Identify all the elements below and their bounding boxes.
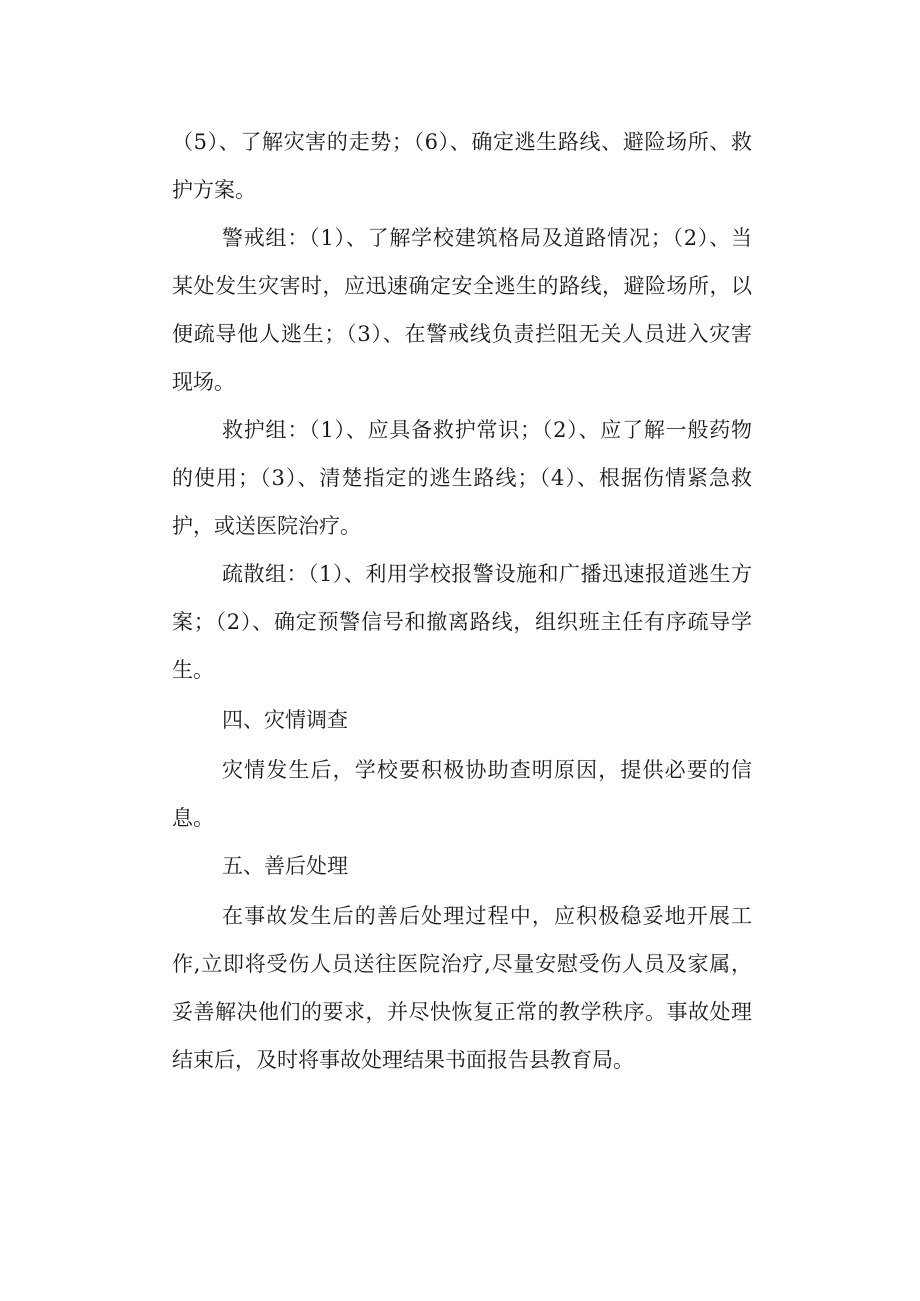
paragraph-shusan-group: 疏散组：（1）、利用学校报警设施和广播迅速报道逃生方案；（2）、确定预警信号和撤离路线，组织班主任有序疏导学生。 — [172, 562, 752, 682]
paragraph-section-four: 灾情发生后，学校要积极协助查明原因，提供必要的信息。 — [172, 758, 752, 830]
section-heading-four: 四、灾情调查 — [222, 708, 348, 732]
paragraph-continued: （5）、了解灾害的走势；（6）、确定逃生路线、避险场所、救护方案。 — [172, 130, 752, 202]
paragraph-jingjie-group: 警戒组：（1）、了解学校建筑格局及道路情况；（2）、当某处发生灾害时，应迅速确定安全逃生的路线，避险场所，以便疏导他人逃生；（3）、在警戒线负责拦阻无关人员进入灾害现场。 — [172, 226, 752, 394]
paragraph-jiuhu-group: 救护组：（1）、应具备救护常识；（2）、应了解一般药物的使用；（3）、清楚指定的逃生路线；（4）、根据伤情紧急救护，或送医院治疗。 — [172, 418, 752, 538]
section-heading-five: 五、善后处理 — [222, 854, 348, 878]
paragraph-section-five: 在事故发生后的善后处理过程中，应积极稳妥地开展工作,立即将受伤人员送往医院治疗,尽量安慰受伤人员及家属，妥善解决他们的要求，并尽快恢复正常的教学秩序。事故处理结束后，及时将事故处理结果书面报告县教育局。 — [172, 904, 752, 1072]
